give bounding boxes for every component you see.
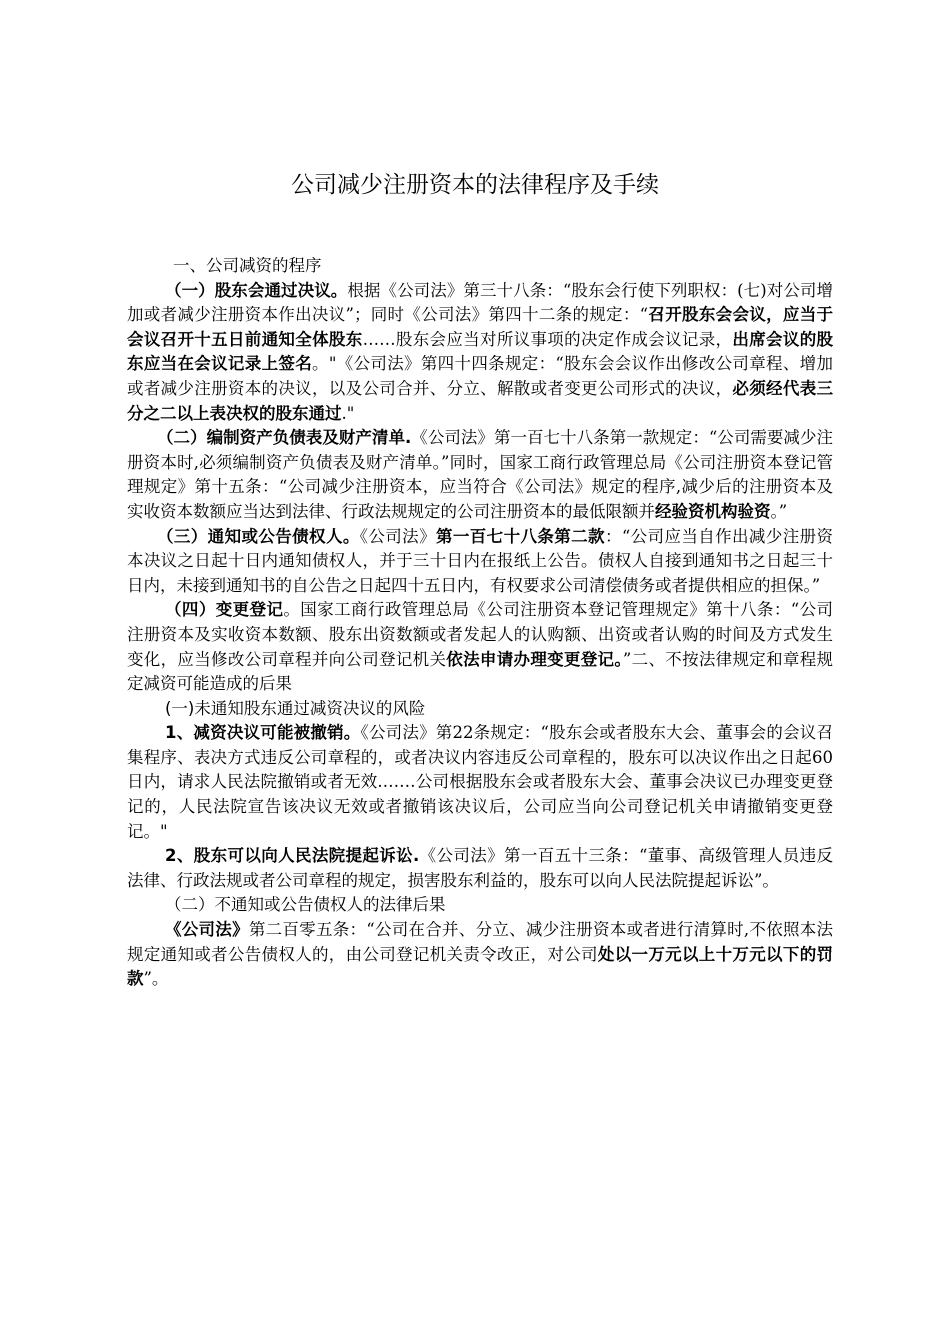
paragraph-text: 《公司法》第22条规定：“股东会或者股东大会、董事会的会议召集程序、表决方式违反公司章程的，或者决议内容违反公司章程的，股东可以决议作出之日起60日内，请求人民法院撤销或者无效.……公司根据股东会或者股东大会、董事会决议已办理变更登记的，人民法院宣告该决议无效或者撤销该决议后，公司应当向公司登记机关申请撤销变更登记。": [127, 723, 833, 841]
paragraph-text: 第二百零五条：“公司在合并、分立、减少注册资本或者进行清算时,不依照本法规定通知或者公告债权人的，由公司登记机关责令改正，对公司: [127, 920, 834, 964]
bold-emphasis: 召开股东会会议，应当于会议召开十五日前通知全体股东: [127, 305, 833, 349]
paragraph-text: ……股东会应当对所议事项的决定作成会议记录，: [362, 329, 733, 349]
paragraph-lead: （一）股东会通过决议。: [165, 280, 348, 300]
paragraph-text: 《公司法》第一百五十三条：“董事、高级管理人员违反法律、行政法规或者公司章程的规定，损害股东利益的，股东可以向人民法院提起诉讼”。: [127, 846, 834, 890]
bold-emphasis: 第一百七十八条第二款: [435, 526, 605, 546]
paragraph-text: 根据《公司法》第三十八条：“股东会行使下列职权：(七)对公司增加或者减少注册资本作出决议”；同时《公司法》第四十二条的规定：“: [127, 280, 834, 325]
paragraph-text: 。”: [770, 501, 788, 521]
paragraph-lead: 《公司法》: [165, 920, 249, 940]
section-2-heading: 二、不按法律规定和章程规定减资可能造成的后果: [127, 649, 834, 694]
paragraph-text: 。"《公司法》第四十四条规定：“股东会会议作出修改公司章程、增加或者减少注册资本的决议，以及公司合并、分立、解散或者变更公司形式的决议，: [127, 354, 833, 398]
subsection-creditor-consequence-heading: （二）不通知或公告债权人的法律后果: [165, 895, 446, 915]
paragraph-text: 《公司法》: [359, 526, 436, 546]
bold-emphasis: 依法申请办理变更登记。: [446, 649, 623, 669]
bold-emphasis: 必须经代表三分之二以上表决权的股东通过: [127, 378, 834, 423]
bold-emphasis: 经验资机构验资: [655, 501, 771, 521]
paragraph-lead: （二）编制资产负债表及财产清单.: [157, 428, 412, 448]
paragraph-lead: 2、股东可以向人民法院提起诉讼.: [165, 846, 420, 866]
bold-emphasis: 处以一万元以上十万元以下的罚款: [127, 944, 834, 989]
paragraph-resolution-revoked: [127, 721, 833, 844]
paragraph-fine: [127, 918, 833, 992]
paragraph-lead: （三）通知或公告债权人。: [157, 526, 360, 546]
paragraph-text: ：“公司应当自作出减少注册资本决议之日起十日内通知债权人，并于三十日内在报纸上公告。债权人自接到通知书之日起三十日内，未接到通知书的自公告之日起四十五日内，有权要求公司清偿债务或者提供相应的担保。”: [127, 526, 834, 595]
paragraph-lead: （四）变更登记: [165, 600, 284, 620]
paragraph-text: ”。: [143, 969, 169, 989]
paragraph-lawsuit: [127, 844, 833, 893]
paragraph-notify-creditors: [127, 525, 833, 599]
paragraph-balance-sheet: [127, 426, 833, 524]
subsection-shareholder-risk-heading: (一)未通知股东通过减资决议的风险: [165, 698, 426, 718]
document-title: 公司减少注册资本的法律程序及手续: [291, 172, 659, 198]
paragraph-text: 。国家工商行政管理总局《公司注册资本登记管理规定》第十八条：“公司注册资本及实收资本数额、股东出资数额或者发起人的认购额、出资或者认购的时间及方式发生变化，应当修改公司章程并向公司登记机关: [127, 600, 834, 669]
paragraph-text: ”: [622, 649, 632, 669]
paragraph-change-registration: [127, 598, 833, 696]
paragraph-lead: 1、减资决议可能被撤销。: [165, 723, 361, 743]
bold-emphasis: 出席会议的股东应当在会议记录上签名: [127, 329, 834, 374]
paragraph-shareholder-resolution: [127, 279, 833, 427]
section-1-heading: 一、公司减资的程序: [173, 256, 322, 275]
paragraph-text: .": [341, 403, 355, 423]
paragraph-text: 《公司法》第一百七十八条第一款规定：“公司需要减少注册资本时,必须编制资产负债表及财产清单。”同时，国家工商行政管理总局《公司注册资本登记管理规定》第十五条：“公司减少注册资本，应当符合《公司法》规定的程序,减少后的注册资本及实收资本数额应当达到法律、行政法规规定的公司注册资本的最低限额并: [127, 428, 833, 521]
document-body: [127, 254, 833, 992]
